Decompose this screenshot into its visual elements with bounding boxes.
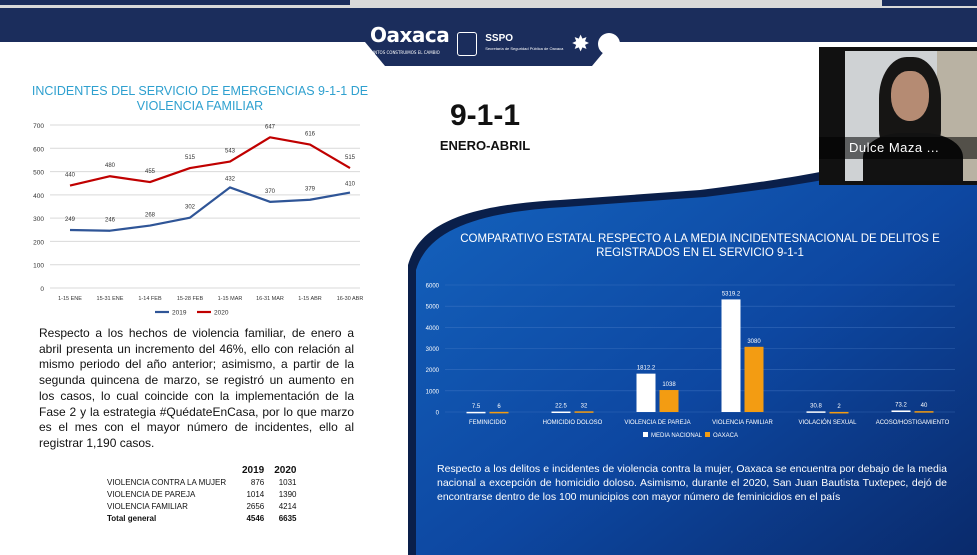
data-label: 455 xyxy=(144,169,156,176)
table-cell: VIOLENCIA DE PAREJA xyxy=(107,490,196,499)
data-label: 543 xyxy=(224,148,236,155)
y-tick-label: 4000 xyxy=(425,325,439,332)
x-tick-label: 1-14 FEB xyxy=(138,296,162,302)
table-cell: 1014 xyxy=(246,490,265,499)
data-label: 515 xyxy=(344,155,356,162)
table-cell: VIOLENCIA FAMILIAR xyxy=(107,502,188,511)
data-label: 6 xyxy=(497,403,501,410)
data-label: 32 xyxy=(580,403,588,410)
x-tick-label: VIOLACIÓN SEXUAL xyxy=(798,420,857,426)
data-label: 410 xyxy=(344,181,356,188)
webcam-person-face xyxy=(891,71,929,121)
data-label: 3080 xyxy=(747,338,761,345)
y-tick-label: 0 xyxy=(435,410,439,417)
y-tick-label: 6000 xyxy=(425,283,439,290)
data-label: 302 xyxy=(184,204,196,211)
data-label: 379 xyxy=(304,186,316,193)
bar-MEDIA NACIONAL xyxy=(722,299,741,412)
line-chart-title: INCIDENTES DEL SERVICIO DE EMERGENCIAS 9-1-1 DE VIOLENCIA FAMILIAR xyxy=(31,84,369,113)
table-cell: VIOLENCIA CONTRA LA MUJER xyxy=(107,478,227,487)
y-tick-label: 400 xyxy=(33,192,44,200)
bar-chart-title: COMPARATIVO ESTATAL RESPECTO A LA MEDIA INCIDENTESNACIONAL DE DELITOS E REGISTRADOS EN EL SERVICIO 9-1-1 xyxy=(460,233,940,259)
y-tick-label: 500 xyxy=(33,169,44,177)
bar-OAXACA xyxy=(575,411,594,413)
x-tick-label: FEMINICIDIO xyxy=(469,420,506,426)
data-label: 1038 xyxy=(662,382,676,389)
y-tick-label: 5000 xyxy=(425,304,439,311)
bar-OAXACA xyxy=(745,347,764,412)
legend-label-0: MEDIA NACIONAL xyxy=(651,433,703,439)
x-tick-label: 1-15 ENE xyxy=(58,296,82,302)
bar-MEDIA NACIONAL xyxy=(807,411,826,413)
y-tick-label: 300 xyxy=(33,216,44,224)
data-label: 40 xyxy=(920,403,928,410)
x-tick-label: VIOLENCIA FAMILIAR xyxy=(712,420,773,426)
y-tick-label: 2000 xyxy=(425,368,439,375)
data-label: 7.5 xyxy=(471,403,481,410)
bar-MEDIA NACIONAL xyxy=(467,412,486,414)
x-tick-label: 16-31 MAR xyxy=(256,296,284,302)
table-cell: 6635 xyxy=(278,514,297,523)
legend-swatch-1 xyxy=(705,432,710,437)
bar-OAXACA xyxy=(490,412,509,414)
table-cell: 4546 xyxy=(246,514,265,523)
x-tick-label: 15-28 FEB xyxy=(176,296,204,302)
table-cell: 2656 xyxy=(246,502,265,511)
bar-MEDIA NACIONAL xyxy=(892,410,911,412)
y-tick-label: 0 xyxy=(40,286,44,293)
x-tick-label: HOMICIDIO DOLOSO xyxy=(542,420,603,426)
data-label: 249 xyxy=(64,217,76,224)
bar-MEDIA NACIONAL xyxy=(637,374,656,412)
x-tick-label: 15-31 ENE xyxy=(96,296,124,302)
sspo-logo-tagline: Secretaría de Seguridad Pública de Oaxaca xyxy=(485,46,564,51)
x-tick-label: VIOLENCIA DE PAREJA xyxy=(624,420,691,426)
bar-OAXACA xyxy=(830,412,849,414)
data-label: 268 xyxy=(144,212,156,219)
data-label: 616 xyxy=(304,131,316,138)
data-label: 2 xyxy=(837,403,841,410)
oaxaca-logo-text: Oaxaca xyxy=(370,23,450,47)
data-label: 246 xyxy=(104,217,116,224)
legend-label-2019: 2019 xyxy=(172,309,187,317)
bar-OAXACA xyxy=(915,411,934,413)
oaxaca-logo-tagline: JUNTOS CONSTRUIMOS EL CAMBIO xyxy=(370,50,440,55)
data-label: 440 xyxy=(64,172,76,179)
data-label: 1812.2 xyxy=(636,365,656,372)
table-cell: 1390 xyxy=(278,490,297,499)
x-tick-label: 16-30 ABR xyxy=(336,296,364,302)
data-label: 30.8 xyxy=(810,403,822,410)
bar-MEDIA NACIONAL xyxy=(552,412,571,414)
y-tick-label: 100 xyxy=(33,262,44,270)
webcam-overlay xyxy=(819,47,977,185)
bar-OAXACA xyxy=(660,390,679,412)
data-label: 370 xyxy=(264,188,276,195)
table-cell: 1031 xyxy=(278,478,297,487)
table-cell: 876 xyxy=(250,478,265,487)
table-cell: 4214 xyxy=(278,502,297,511)
legend-swatch-0 xyxy=(643,432,648,437)
legend-label-2020: 2020 xyxy=(214,309,229,317)
data-label: 5319.2 xyxy=(721,291,741,298)
page-title: 9-1-1 xyxy=(449,99,521,132)
y-tick-label: 1000 xyxy=(425,389,439,396)
page-subtitle: ENERO-ABRIL xyxy=(439,138,531,153)
data-label: 647 xyxy=(264,124,276,131)
y-tick-label: 600 xyxy=(33,146,44,154)
y-tick-label: 700 xyxy=(33,123,44,130)
summary-header-2019: 2019 xyxy=(242,465,265,476)
sspo-logo-text: SSPO xyxy=(485,33,514,44)
webcam-participant-name: Dulce Maza ... xyxy=(819,137,977,159)
data-label: 515 xyxy=(184,155,196,162)
left-paragraph: Respecto a los hechos de violencia familiar, de enero a abril presenta un incremento del 46%, ello con relación al mismo periodo del año anterior; asimismo, a partir de la segunda quincena de marzo, se registró un aumento en los casos, lo cual coincide con la implementación de la Fase 2 y la estrategia #QuédateEnCasa, por lo que marzo es el mes con el mayor número de incidentes, ello al registrar 1,190 casos. xyxy=(39,326,354,450)
x-tick-label: ACOSO/HOSTIGAMIENTO xyxy=(875,420,950,426)
data-label: 22.5 xyxy=(555,403,567,410)
right-paragraph: Respecto a los delitos e incidentes de violencia contra la mujer, Oaxaca se encuentra por debajo de la media nacional a excepción de homicidio doloso. Asimismo, durante el 2020, San Juan Bautista Tuxtepec, dejó de encontrarse dentro de los 100 municipios con mayor número de feminicidios en el país xyxy=(437,463,947,503)
legend-label-1: OAXACA xyxy=(713,433,739,439)
y-tick-label: 3000 xyxy=(425,347,439,353)
data-label: 73.2 xyxy=(895,402,907,409)
webcam-video xyxy=(845,51,977,181)
y-tick-label: 200 xyxy=(33,239,44,247)
data-label: 480 xyxy=(104,163,116,170)
data-label: 432 xyxy=(224,176,236,183)
police-star-icon: ✸ xyxy=(571,31,590,56)
table-cell: Total general xyxy=(107,514,157,523)
summary-header-2020: 2020 xyxy=(274,465,297,476)
x-tick-label: 1-15 ABR xyxy=(298,296,322,302)
x-tick-label: 1-15 MAR xyxy=(217,296,243,302)
